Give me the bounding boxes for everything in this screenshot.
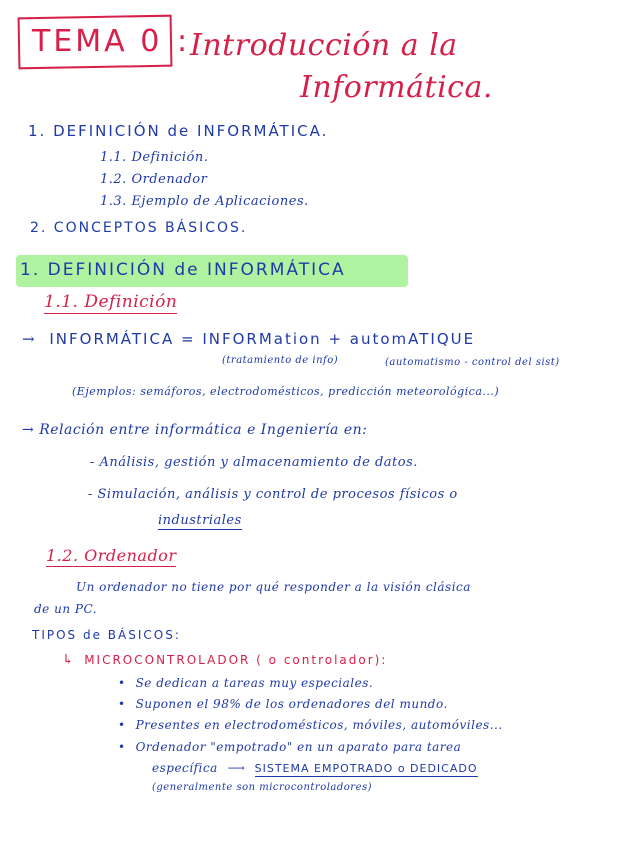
index-s12: 1.2. Ordenador — [100, 172, 208, 187]
relation-item1: - Análisis, gestión y almacenamiento de datos. — [90, 455, 418, 470]
relation-item2a: - Simulación, análisis y control de procesos físicos o — [88, 487, 458, 502]
formula-arrow-icon: → — [22, 330, 35, 348]
formula-row — [22, 330, 475, 348]
para2: de un PC. — [34, 602, 98, 616]
title-colon: : — [177, 24, 188, 59]
para1: Un ordenador no tiene por qué responder a la visión clásica — [76, 580, 471, 594]
relation-item2b-text: industriales — [158, 513, 242, 528]
bullet-2: • Suponen el 98% de los ordenadores del mundo. — [118, 697, 448, 711]
relation: Relación entre informática e Ingeniería en: — [39, 422, 368, 438]
title-line2: Informática. — [300, 70, 493, 105]
b4-arrow-icon: ⟶ — [227, 761, 245, 775]
micro-arrow-icon: ↳ — [62, 652, 74, 668]
note-auto: (automatismo - control del sist) — [385, 357, 560, 368]
b4-sistema: SISTEMA EMPOTRADO o DEDICADO — [254, 762, 478, 775]
b4-especifica: específica — [152, 761, 218, 775]
bullet-3: • Presentes en electrodomésticos, móviles, automóviles... — [118, 718, 503, 732]
relation-item2b — [158, 513, 242, 528]
bullet-1: • Se dedican a tareas muy especiales. — [118, 676, 373, 690]
micro-row — [62, 652, 387, 668]
tipos: TIPOS de BÁSICOS: — [32, 628, 181, 642]
relation-arrow-icon: → — [22, 422, 35, 438]
subsection-12 — [46, 546, 176, 565]
index-s2: 2. CONCEPTOS BÁSICOS. — [30, 220, 248, 236]
bullet-4-line2 — [152, 761, 478, 775]
bullet-4-line3: (generalmente son microcontroladores) — [152, 782, 373, 793]
note-info: (tratamiento de info) — [222, 355, 339, 366]
title-line1: Introducción a la — [190, 28, 458, 63]
index-s1: 1. DEFINICIÓN de INFORMÁTICA. — [28, 122, 329, 140]
index-s13: 1.3. Ejemplo de Aplicaciones. — [100, 194, 309, 209]
section1-heading: 1. DEFINICIÓN de INFORMÁTICA — [20, 260, 346, 280]
subsection-12-text: 1.2. Ordenador — [46, 546, 177, 565]
title-tema: TEMA 0 — [32, 24, 163, 59]
formula: INFORMÁTICA = INFORMation + automATIQUE — [49, 330, 476, 348]
index-s11: 1.1. Definición. — [100, 150, 209, 165]
examples: (Ejemplos: semáforos, electrodomésticos, predicción meteorológica...) — [72, 385, 500, 398]
relation-row — [22, 422, 367, 438]
subsection-11 — [44, 292, 177, 312]
micro: MICROCONTROLADOR ( o controlador): — [84, 653, 388, 667]
subsection-11-text: 1.1. Definición — [44, 292, 178, 312]
bullet-4: • Ordenador "empotrado" en un aparato para tarea — [118, 740, 461, 754]
